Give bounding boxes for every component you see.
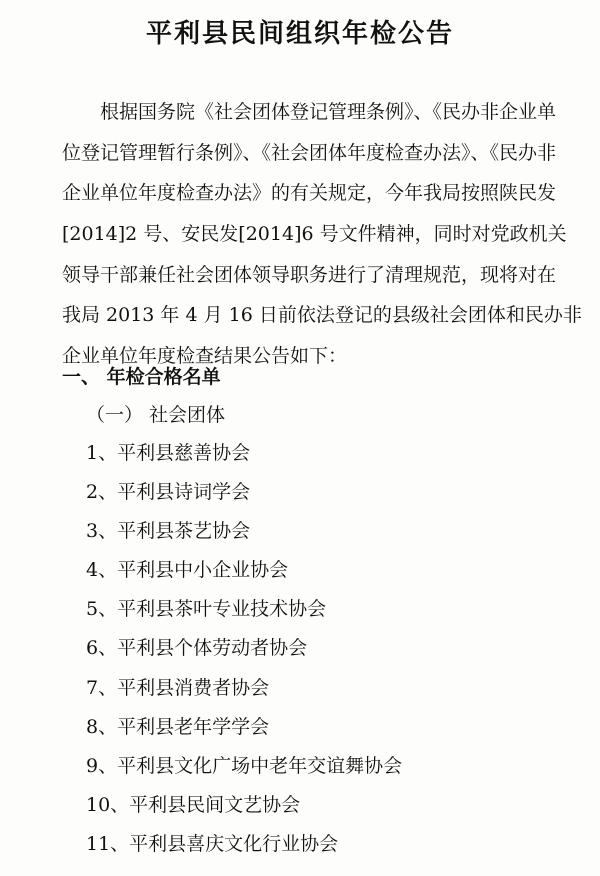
- list-item: 1、平利县慈善协会: [86, 442, 251, 464]
- list-item: 3、平利县茶艺协会: [86, 520, 251, 543]
- intro-line: 位登记管理暂行条例》、《社会团体年度检查办法》、《民办非: [62, 141, 557, 164]
- intro-line: 我局 2013 年 4 月 16 日前依法登记的县级社会团体和民办非: [62, 304, 582, 327]
- list-item: 7、平利县消费者协会: [86, 676, 270, 699]
- document-title: 平利县民间组织年检公告: [145, 19, 454, 49]
- intro-line: 企业单位年度检查办法》的有关规定，今年我局按照陕民发: [62, 182, 557, 205]
- intro-line: 领导干部兼任社会团体领导职务进行了清理规范，现将对在: [62, 263, 557, 286]
- list-item: 11、平利县喜庆文化行业协会: [86, 832, 339, 855]
- intro-paragraph: [62, 92, 582, 377]
- intro-line: 根据国务院《社会团体登记管理条例》、《民办非企业单: [100, 101, 557, 123]
- list-item: 2、平利县诗词学会: [86, 481, 251, 504]
- list-item: 4、平利县中小企业协会: [86, 559, 289, 582]
- intro-line: [2014]2 号、安民发[2014]6 号文件精神，同时对党政机关: [62, 223, 567, 246]
- subsection-heading: （一） 社会团体: [86, 404, 226, 426]
- list-item: 9、平利县文化广场中老年交谊舞协会: [86, 754, 403, 777]
- list-item: 5、平利县茶叶专业技术协会: [86, 598, 327, 621]
- list-item: 10、平利县民间文艺协会: [86, 793, 301, 816]
- list-item: 6、平利县个体劳动者协会: [86, 637, 308, 660]
- section-heading: 一、 年检合格名单: [62, 366, 221, 388]
- organization-list: [86, 438, 402, 868]
- list-item: 8、平利县老年学学会: [86, 715, 270, 738]
- intro-line: 企业单位年度检查结果公告如下：: [62, 345, 348, 368]
